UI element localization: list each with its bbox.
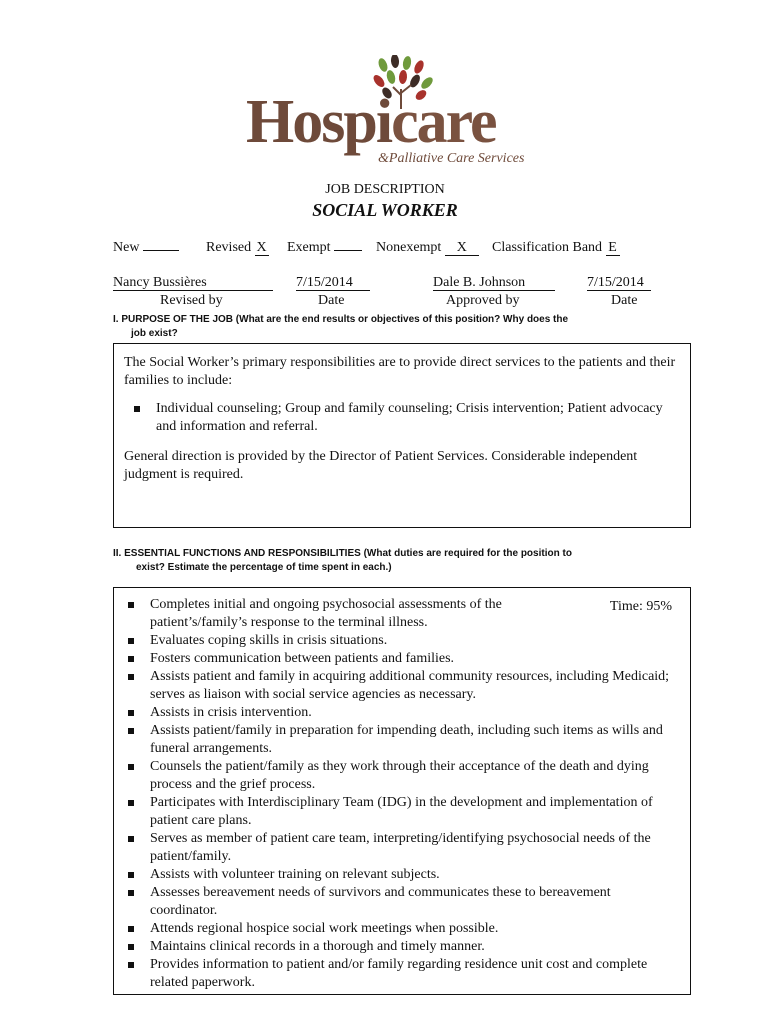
logo-subtitle: &Palliative Care Services <box>378 151 525 166</box>
date1-label: Date <box>318 293 345 308</box>
date1-value: 7/15/2014 <box>296 276 370 291</box>
exempt-label: Exempt <box>287 240 331 255</box>
classification-line <box>113 240 179 256</box>
hospicare-logo <box>246 55 536 170</box>
list-item: Assesses bereavement needs of survivors and communicates these to bereavement coordinator. <box>118 884 680 920</box>
time-estimate: Time: 95% <box>609 599 672 614</box>
logo-wordmark: Hospicare <box>246 88 496 156</box>
date2-value: 7/15/2014 <box>587 276 651 291</box>
duties-list <box>118 596 680 992</box>
list-item: Evaluates coping skills in crisis situations. <box>118 632 680 650</box>
duties-box <box>113 587 691 995</box>
approved-by-name: Dale B. Johnson <box>433 276 555 291</box>
list-item: Assists patient and family in acquiring additional community resources, including Medicaid; serves as liaison with social service agencies as necessary. <box>118 668 680 704</box>
purpose-bullets <box>124 400 680 436</box>
nonexempt-label: Nonexempt <box>376 240 442 255</box>
revised-field: X <box>256 240 267 255</box>
list-item: Assists with volunteer training on relevant subjects. <box>118 866 680 884</box>
revised-by-label: Revised by <box>160 293 223 308</box>
list-item: Individual counseling; Group and family counseling; Crisis intervention; Patient advocacy and information and referral. <box>124 400 680 436</box>
list-item: Serves as member of patient care team, interpreting/identifying psychosocial needs of the patient/family. <box>118 830 680 866</box>
document-label: JOB DESCRIPTION <box>325 182 445 197</box>
new-field <box>143 250 179 251</box>
date2-label: Date <box>611 293 638 308</box>
list-item: Maintains clinical records in a thorough and timely manner. <box>118 938 680 956</box>
list-item: Assists patient/family in preparation for impending death, including such items as wills and funeral arrangements. <box>118 722 680 758</box>
new-label: New <box>113 240 140 255</box>
approved-by-label: Approved by <box>446 293 520 308</box>
revised-by-name: Nancy Bussières <box>113 276 273 291</box>
job-title: SOCIAL WORKER <box>312 200 458 220</box>
nonexempt-field: X <box>445 241 479 256</box>
list-item: Participates with Interdisciplinary Team (IDG) in the development and implementation of patient care plans. <box>118 794 680 830</box>
band-label: Classification Band <box>492 240 603 255</box>
purpose-box <box>113 343 691 528</box>
section1-heading: I. PURPOSE OF THE JOB (What are the end results or objectives of this position? Why does the job exist? <box>113 314 569 339</box>
revised-label: Revised <box>206 240 252 255</box>
list-item: Provides information to patient and/or family regarding residence unit cost and complete related paperwork. <box>118 956 680 992</box>
list-item: Fosters communication between patients and families. <box>118 650 680 668</box>
purpose-intro: The Social Worker’s primary responsibilities are to provide direct services to the patients and their families to include: <box>124 355 676 388</box>
exempt-field <box>334 250 362 251</box>
list-item: Counsels the patient/family as they work through their acceptance of the death and dying process and the grief process. <box>118 758 680 794</box>
band-field: E <box>606 241 620 256</box>
section2-heading: II. ESSENTIAL FUNCTIONS AND RESPONSIBILITIES (What duties are required for the position to exist? Estimate the percentage of time spent in each.) <box>113 548 572 573</box>
purpose-closing: General direction is provided by the Director of Patient Services. Considerable independent judgment is required. <box>124 449 638 482</box>
list-item: Attends regional hospice social work meetings when possible. <box>118 920 680 938</box>
list-item: Completes initial and ongoing psychosocial assessments of the patient’s/family’s response to the terminal illness. <box>118 596 680 632</box>
list-item: Assists in crisis intervention. <box>118 704 680 722</box>
